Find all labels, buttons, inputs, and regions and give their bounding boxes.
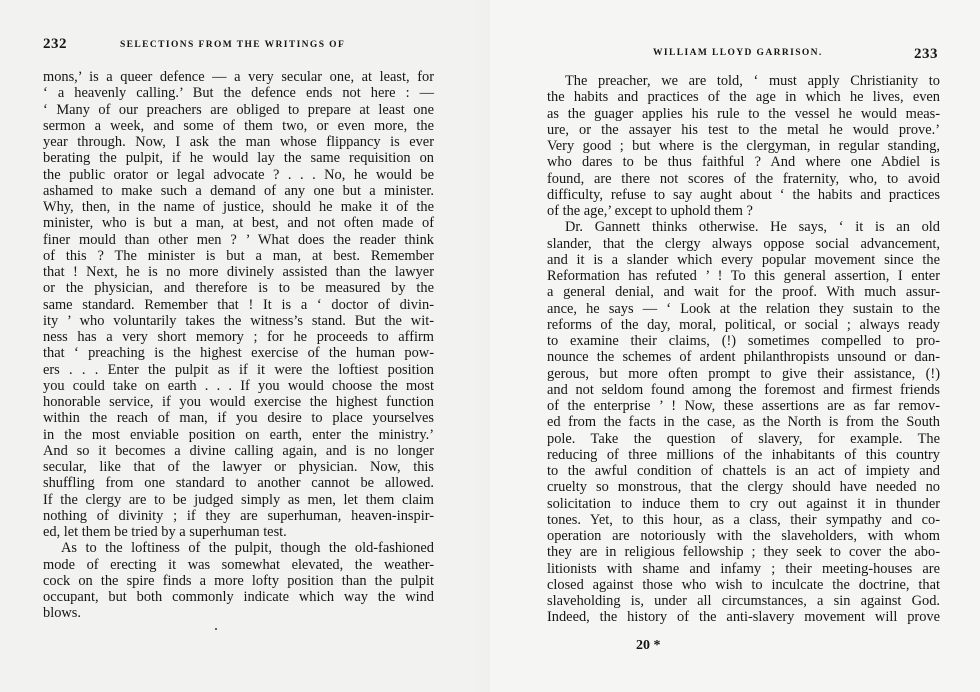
text-line: same standard. Remember that ! It is a ‘ doctor of divin-: [43, 296, 434, 313]
text-line: cruelty so monstrous, that the clergy should have needed no: [547, 479, 940, 496]
text-line: you could take on earth . . . If you would choose the most: [43, 377, 434, 394]
text-line: solicitation to induce them to cry out against it in thunder: [547, 495, 940, 512]
text-line: ity ’ who voluntarily takes the witness’s stand. But the wit-: [43, 312, 434, 329]
text-line: or the physician, and therefore is to be measured by the: [43, 280, 434, 297]
right-page: [490, 0, 980, 692]
body-text: [547, 73, 940, 626]
text-line: operation are notoriously with the slaveholders, with whom: [547, 528, 940, 544]
text-line: shuffling from one standard to another cannot be allowed.: [43, 475, 434, 492]
page-number: 233: [914, 46, 938, 62]
text-line: finer mould than other men ? ’ What does the reader think: [43, 231, 434, 248]
text-line: Why, then, in the name of justice, should he make it of the: [43, 199, 434, 215]
text-line: blows.: [43, 605, 81, 622]
text-line: and not seldom found among the foremost and firmest friends: [547, 381, 940, 398]
text-line: ed, let them be tried by a superhuman test.: [43, 524, 287, 540]
text-line: nounce the schemes of ardent philanthropists unsound or dan-: [547, 349, 940, 366]
text-line: that ‘ preaching is the highest exercise of the human pow-: [43, 345, 434, 362]
text-line: a general denial, and wait for the proof. With much assur-: [547, 284, 940, 301]
text-line: difficulty, refuse to say aught about ‘ the habits and practices: [547, 186, 940, 203]
text-line: reforms of the day, moral, political, or social ; always ready: [547, 316, 940, 333]
text-line: occupant, but both commonly indicate which way the wind: [43, 589, 434, 605]
text-line: within the reach of man, if you desire to place yourselves: [43, 410, 434, 427]
paragraph-start-line: As to the loftiness of the pulpit, though the old-fashioned: [61, 540, 434, 557]
running-head: SELECTIONS FROM THE WRITINGS OF: [120, 40, 346, 50]
signature-mark: 20 *: [636, 638, 661, 653]
text-line: ‘ Many of our preachers are obliged to prepare at least one: [43, 101, 434, 118]
text-line: of this ? The minister is but a man, at best. Remember: [43, 247, 434, 264]
text-line: closed against those who wish to inculcate the doctrine, that: [547, 576, 940, 593]
paragraph-start-line: The preacher, we are told, ‘ must apply Christianity to: [565, 73, 940, 89]
text-line: year through. Now, I ask the man whose flippancy is ever: [43, 134, 434, 150]
print-speck: [215, 628, 217, 630]
text-line: in the most enviable position on earth, enter the ministry.’: [43, 426, 434, 443]
text-line: who dares to be thus faithful ? And where one Abdiel is: [547, 154, 940, 171]
text-line: secular, like that of the lawyer or physician. Now, this: [43, 459, 434, 475]
text-line: sermon a week, and some of them two, or even more, the: [43, 117, 434, 134]
text-line: slander, that the clergy always oppose social advancement,: [547, 235, 940, 252]
text-line: berating the pulpit, if he would lay the same requisition on: [43, 150, 434, 167]
text-line: ashamed to make such a demand of any one but a minister.: [43, 182, 434, 199]
text-line: of the age,’ except to uphold them ?: [547, 203, 753, 219]
text-line: Indeed, the history of the anti-slavery movement will prove: [547, 609, 940, 626]
page-number: 232: [43, 36, 67, 52]
text-line: cock on the spire finds a more lofty position than the pulpit: [43, 572, 434, 589]
text-line: minister, who is but a man, at best, and not often made of: [43, 215, 434, 232]
text-line: that ! Next, he is no more divinely assisted than the lawyer: [43, 264, 434, 280]
text-line: ness has a very short memory ; for he proceeds to affirm: [43, 329, 434, 345]
text-line: ‘ a heavenly calling.’ But the defence ends not here : —: [43, 85, 434, 102]
text-line: tones. Yet, to this hour, as a class, their sympathy and co-: [547, 511, 940, 528]
text-line: the habits and practices of the age in which he lives, even: [547, 89, 940, 106]
text-line: ure, or the assayer his test to the metal he would prove.’: [547, 121, 940, 138]
text-line: mons,’ is a queer defence — a very secular one, at least, for: [43, 69, 434, 85]
text-line: to the awful condition of chattels is an act of impiety and: [547, 463, 940, 479]
text-line: nothing of divinity ; if they are superhuman, heaven-inspir-: [43, 507, 434, 524]
text-line: reducing of three millions of the inhabitants of this country: [547, 446, 940, 463]
text-line: If the clergy are to be judged simply as men, let them claim: [43, 491, 434, 508]
text-line: found, are there not scores of the fraternity, who, to avoid: [547, 170, 940, 187]
text-line: the public orator or legal advocate ? . . . No, he would be: [43, 166, 434, 183]
text-line: gerous, but more often prompt to give their assistance, (!): [547, 365, 940, 382]
text-line: Reformation has refuted ’ ! To this general assertion, I enter: [547, 268, 940, 284]
text-line: they are in religious fellowship ; they seek to cover the abo-: [547, 544, 940, 561]
text-line: litionists with shame and infamy ; their meeting-houses are: [547, 560, 940, 577]
text-line: slaveholding is, under all circumstances, a sin against God.: [547, 593, 940, 609]
running-head: WILLIAM LLOYD GARRISON.: [653, 48, 823, 58]
text-line: And so it becomes a divine calling again, and is no longer: [43, 442, 434, 459]
text-line: and it is a slander which every popular movement since the: [547, 251, 940, 268]
text-line: of the enterprise ’ ! Now, these assertions are as far remov-: [547, 398, 940, 414]
text-line: to examine their claims, (!) sometimes compelled to pro-: [547, 333, 940, 349]
body-text: [43, 69, 434, 622]
text-line: pole. Take the question of slavery, for example. The: [547, 430, 940, 447]
text-line: ers . . . Enter the pulpit as if it were the loftiest position: [43, 361, 434, 378]
text-line: ance, he says — ‘ Look at the relation they sustain to the: [547, 300, 940, 317]
text-line: as the guager applies his rule to the vessel he would meas-: [547, 105, 940, 122]
text-line: Very good ; but where is the clergyman, in regular standing,: [547, 138, 940, 154]
text-line: mode of erecting it was somewhat elevated, the weather-: [43, 556, 434, 573]
paragraph-start-line: Dr. Gannett thinks otherwise. He says, ‘ it is an old: [565, 219, 940, 236]
text-line: honorable service, if you would exercise the highest function: [43, 394, 434, 410]
text-line: ed from the facts in the case, as the North is from the South: [547, 414, 940, 431]
